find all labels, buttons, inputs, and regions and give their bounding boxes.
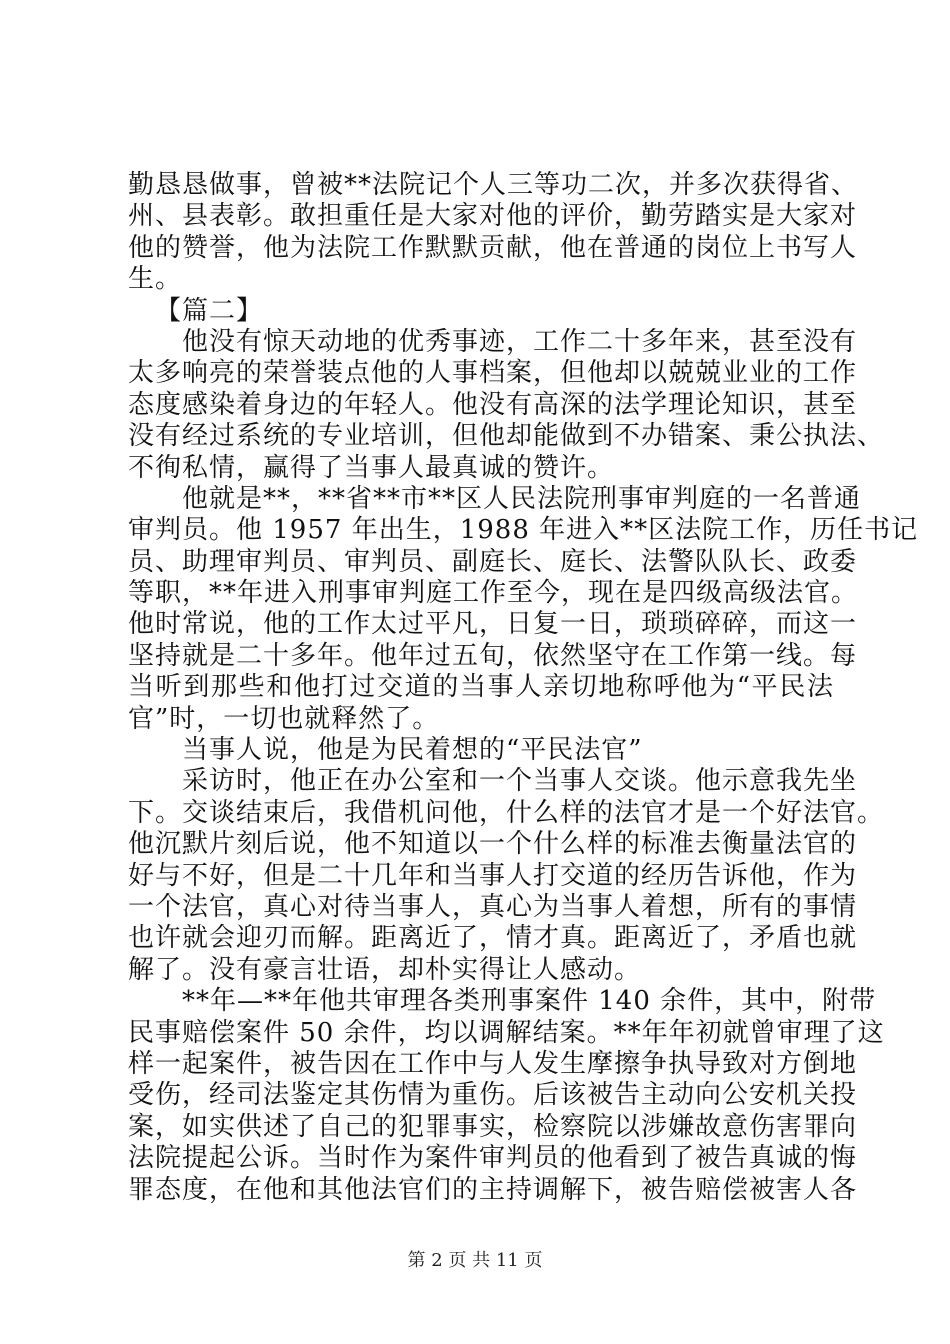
text-line: 当事人说，他是为民着想的“平民法官”	[182, 735, 643, 766]
text-line: 罪态度，在他和其他法官们的主持调解下，被告赔偿被害人各	[128, 1174, 858, 1205]
text-line: 他没有惊天动地的优秀事迹，工作二十多年来，甚至没有	[182, 326, 858, 357]
text-line: 审判员。他 1957 年出生，1988 年进入**区法院工作，历任书记	[128, 515, 919, 546]
text-line: 他就是**，**省**市**区人民法院刑事审判庭的一名普通	[182, 483, 862, 514]
text-line: 他沉默片刻后说，他不知道以一个什么样的标准去衡量法官的	[128, 829, 858, 860]
text-line: 勤恳恳做事，曾被**法院记个人三等功二次，并多次获得省、	[128, 170, 859, 200]
text-line: 案，如实供述了自己的犯罪事实，检察院以涉嫌故意伤害罪向	[128, 1111, 858, 1142]
document-body	[128, 170, 919, 1206]
text-line: 他时常说，他的工作太过平凡，日复一日，琐琐碎碎，而这一	[128, 609, 858, 640]
text-line: 【篇二】	[155, 295, 264, 326]
text-line: 坚持就是二十多年。他年过五旬，依然坚守在工作第一线。每	[128, 640, 858, 671]
text-line: 太多响亮的荣誉装点他的人事档案，但他却以兢兢业业的工作	[128, 358, 858, 389]
text-line: 没有经过系统的专业培训，但他却能做到不办错案、秉公执法、	[128, 421, 885, 452]
text-line: 好与不好，但是二十几年和当事人打交道的经历告诉他，作为	[128, 860, 858, 891]
text-line: 不徇私情，赢得了当事人最真诚的赞许。	[128, 452, 615, 483]
text-line: 一个法官，真心对待当事人，真心为当事人着想，所有的事情	[128, 891, 858, 922]
text-line: 生。	[128, 264, 183, 295]
text-line: 采访时，他正在办公室和一个当事人交谈。他示意我先坐	[182, 766, 858, 797]
text-line: 官”时，一切也就释然了。	[128, 703, 440, 734]
text-line: 下。交谈结束后，我借机问他，什么样的法官才是一个好法官。	[128, 797, 885, 828]
text-line: **年—**年他共审理各类刑事案件 140 余件，其中，附带	[182, 986, 877, 1017]
text-line: 他的赞誉，他为法院工作默默贡献，他在普通的岗位上书写人	[128, 232, 858, 263]
text-line: 州、县表彰。敢担重任是大家对他的评价，勤劳踏实是大家对	[128, 201, 858, 232]
text-line: 也许就会迎刃而解。距离近了，情才真。距离近了，矛盾也就	[128, 923, 858, 954]
text-line: 受伤，经司法鉴定其伤情为重伤。后该被告主动向公安机关投	[128, 1080, 858, 1111]
text-line: 民事赔偿案件 50 余件，均以调解结案。**年年初就曾审理了这	[128, 1017, 885, 1048]
text-line: 当听到那些和他打过交道的当事人亲切地称呼他为“平民法	[128, 672, 834, 703]
text-line: 员、助理审判员、审判员、副庭长、庭长、法警队队长、政委	[128, 546, 858, 577]
page-number-footer: 第 2 页 共 11 页	[407, 1250, 543, 1271]
text-line: 等职，**年进入刑事审判庭工作至今，现在是四级高级法官。	[128, 578, 859, 609]
text-line: 态度感染着身边的年轻人。他没有高深的法学理论知识，甚至	[128, 389, 858, 420]
text-line: 法院提起公诉。当时作为案件审判员的他看到了被告真诚的悔	[128, 1143, 858, 1174]
text-line: 解了。没有豪言壮语，却朴实得让人感动。	[128, 954, 642, 985]
text-line: 样一起案件，被告因在工作中与人发生摩擦争执导致对方倒地	[128, 1048, 858, 1079]
